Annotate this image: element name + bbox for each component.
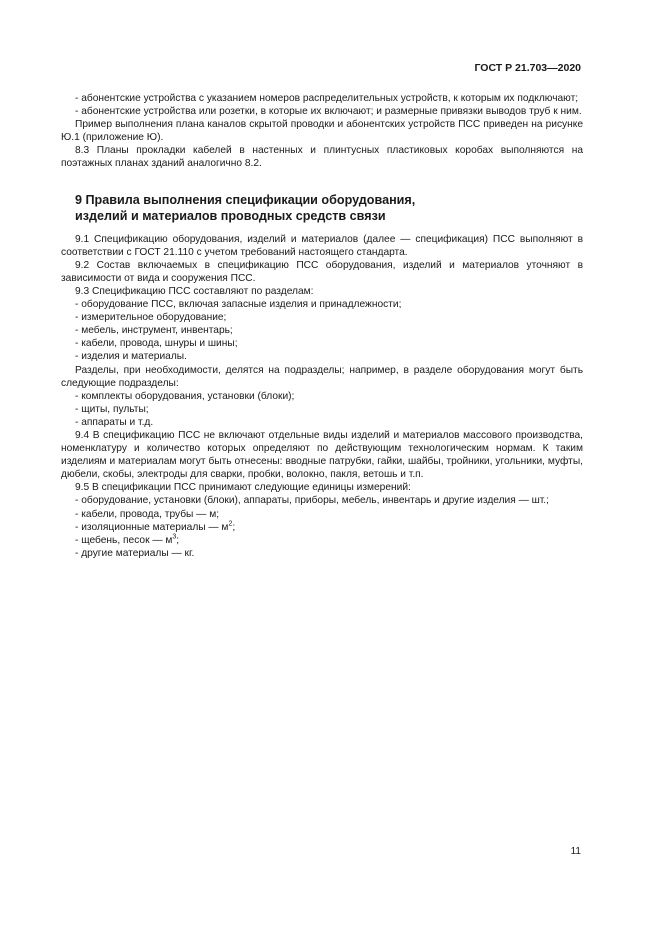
unit-superscript: 3 <box>172 533 177 541</box>
list-item: - абонентские устройства или розетки, в которые их включают; и размерные привязки выводов труб к ним. <box>75 106 582 118</box>
list-item: - оборудование ПСС, включая запасные изделия и принадлежности; <box>75 299 402 311</box>
paragraph: 9.5 В спецификации ПСС принимают следующие единицы измерений: <box>75 482 411 494</box>
list-item: - абонентские устройства с указанием номеров распределительных устройств, к которым их подключают; <box>75 93 579 104</box>
list-item: - оборудование, установки (блоки), аппараты, приборы, мебель, инвентарь и другие изделия — шт.; <box>75 495 549 507</box>
list-item: - кабели, провода, шнуры и шины; <box>75 338 238 350</box>
document-code: ГОСТ Р 21.703—2020 <box>474 62 581 74</box>
list-item: - аппараты и т.д. <box>75 416 154 428</box>
list-item: - щиты, пульты; <box>75 403 149 415</box>
paragraph: 9.3 Спецификацию ПСС составляют по разделам: <box>75 285 314 297</box>
list-item: - мебель, инструмент, инвентарь; <box>75 325 233 337</box>
list-item: - другие материалы — кг. <box>75 547 195 559</box>
section-heading <box>75 192 583 224</box>
paragraph: 9.4 В спецификацию ПСС не включают отдельные виды изделий и материалов массового производства, номенклатуру и количество которых определяют по действующим технологическим нормам. К таким изделиям и материалам могут быть отнесены: вводные патрубки, гайки, шайбы, тройники, угольники, муфты, дюбели, скобы, электроды для сварки, пробки, волокно, пакля, ветошь и т.п. <box>61 429 583 481</box>
section-title-line: изделий и материалов проводных средств связи <box>75 208 386 223</box>
page-number: 11 <box>570 846 581 857</box>
paragraph: Пример выполнения плана каналов скрытой проводки и абонентских устройств ПСС приведен на рисунке Ю.1 (приложение Ю). <box>61 119 583 144</box>
list-item: - измерительное оборудование; <box>75 312 227 324</box>
unit-text: ; <box>176 534 180 546</box>
unit-superscript: 2 <box>228 520 233 528</box>
list-item: - изделия и материалы. <box>75 351 187 363</box>
list-item <box>61 521 583 534</box>
list-item: - кабели, провода, трубы — м; <box>75 508 220 520</box>
paragraph: 9.1 Спецификацию оборудования, изделий и материалов (далее — спецификация) ПСС выполняют в соответствии с ГОСТ 21.110 с учетом требований настоящего стандарта. <box>61 233 583 258</box>
page-body <box>61 92 583 560</box>
paragraph: Разделы, при необходимости, делятся на подразделы; например, в разделе оборудования могут быть следующие подразделы: <box>61 364 583 389</box>
list-item <box>61 534 583 547</box>
unit-text: - изоляционные материалы — м <box>75 521 229 533</box>
unit-text: ; <box>232 521 236 533</box>
paragraph: 8.3 Планы прокладки кабелей в настенных и плинтусных пластиковых коробах выполняются на поэтажных планах зданий аналогично 8.2. <box>61 145 583 170</box>
paragraph: 9.2 Состав включаемых в спецификацию ПСС оборудования, изделий и материалов уточняют в зависимости от вида и сооружения ПСС. <box>61 259 583 284</box>
section-title-line: 9 Правила выполнения спецификации оборудования, <box>75 192 416 207</box>
list-item: - комплекты оборудования, установки (блоки); <box>75 390 295 402</box>
unit-text: - щебень, песок — м <box>75 534 173 546</box>
